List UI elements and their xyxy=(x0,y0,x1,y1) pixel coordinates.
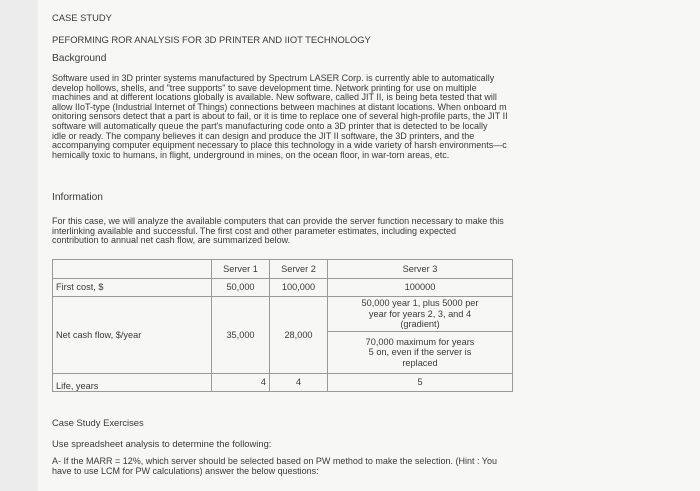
row-label-first-cost: First cost, $ xyxy=(53,279,212,297)
cell-line: 5 on, even if the server is xyxy=(368,347,472,358)
information-heading: Information xyxy=(52,192,103,203)
net-cash-flow-server-3-year-5-on xyxy=(328,332,513,374)
table-header-server-1: Server 1 xyxy=(212,260,270,279)
background-paragraph xyxy=(52,74,587,160)
background-line: develop hollows, shells, and "tree supports" to save development time. Network printing for use on multiple xyxy=(52,82,477,93)
cell-line: replaced xyxy=(402,357,438,368)
case-study-title: CASE STUDY xyxy=(52,12,112,23)
first-cost-server-3: 100000 xyxy=(328,279,513,297)
information-paragraph xyxy=(52,217,587,246)
net-cash-flow-server-2: 28,000 xyxy=(270,297,328,374)
server-comparison-table xyxy=(52,259,513,392)
life-server-2: 4 xyxy=(270,374,328,392)
table-header-empty xyxy=(53,260,212,279)
table-header-server-2: Server 2 xyxy=(270,260,328,279)
exercise-question-a xyxy=(52,457,587,476)
question-line: A- If the MARR = 12%, which server should be selected based on PW method to make the selection. (Hint : You xyxy=(52,456,497,466)
exercises-intro: Use spreadsheet analysis to determine the following: xyxy=(52,438,272,449)
table-row-life xyxy=(53,374,513,392)
table-header-server-3: Server 3 xyxy=(328,260,513,279)
net-cash-flow-server-1: 35,000 xyxy=(212,297,270,374)
row-label-life: Life, years xyxy=(53,374,212,392)
first-cost-server-2: 100,000 xyxy=(270,279,328,297)
case-study-subtitle: PEFORMING ROR ANALYSIS FOR 3D PRINTER AND IIOT TECHNOLOGY xyxy=(52,34,371,45)
background-line: accompanying computer equipment necessary to place this technology in a wide variety of harsh environments—c xyxy=(52,140,507,151)
row-label-net-cash-flow: Net cash flow, $/year xyxy=(53,297,212,374)
information-line: interlinking available and successful. The first cost and other parameter estimates, including expected xyxy=(52,225,457,236)
table-row-net-cash-flow xyxy=(53,297,513,332)
information-line: For this case, we will analyze the available computers that can provide the server function necessary to make this xyxy=(52,216,504,226)
information-line: contribution to annual net cash flow, are summarized below. xyxy=(52,235,291,246)
background-line: machines and at different locations globally is available. New software, called JIT II, is being beta tested that will xyxy=(52,92,497,103)
table-header-row xyxy=(53,260,513,279)
cell-line: 70,000 maximum for years xyxy=(365,336,475,347)
background-line: idle or ready. The company believes it can design and produce the JIT II software, the 3D printers, and the xyxy=(52,130,475,141)
cell-line: 50,000 year 1, plus 5000 per xyxy=(361,298,479,309)
life-server-1: 4 xyxy=(212,374,270,392)
background-line: hemically toxic to humans, in flight, underground in mines, on the ocean floor, in war-torn areas, etc. xyxy=(52,149,450,160)
background-heading: Background xyxy=(52,53,107,64)
question-line: have to use LCM for PW calculations) answer the below questions: xyxy=(52,465,319,476)
net-cash-flow-server-3-years-1-4 xyxy=(328,297,513,332)
life-server-3: 5 xyxy=(328,374,513,392)
exercises-heading: Case Study Exercises xyxy=(52,417,144,428)
background-line: Software used in 3D printer systems manufactured by Spectrum LASER Corp. is currently able to automatically xyxy=(52,73,495,83)
background-line: software will automatically queue the part's manufacturing code onto a 3D printer that is detected to be locally xyxy=(52,120,488,131)
table-row-first-cost xyxy=(53,279,513,297)
first-cost-server-1: 50,000 xyxy=(212,279,270,297)
cell-line: (gradient) xyxy=(400,319,440,330)
cell-line: year for years 2, 3, and 4 xyxy=(368,308,472,319)
background-line: allow IIoT-type (Industrial Internet of Things) connections between machines at distant locations. When onboard m xyxy=(52,101,507,112)
background-line: onitoring sensors detect that a part is about to fail, or it is time to replace one of several high-profile parts, the JIT II xyxy=(52,111,508,122)
